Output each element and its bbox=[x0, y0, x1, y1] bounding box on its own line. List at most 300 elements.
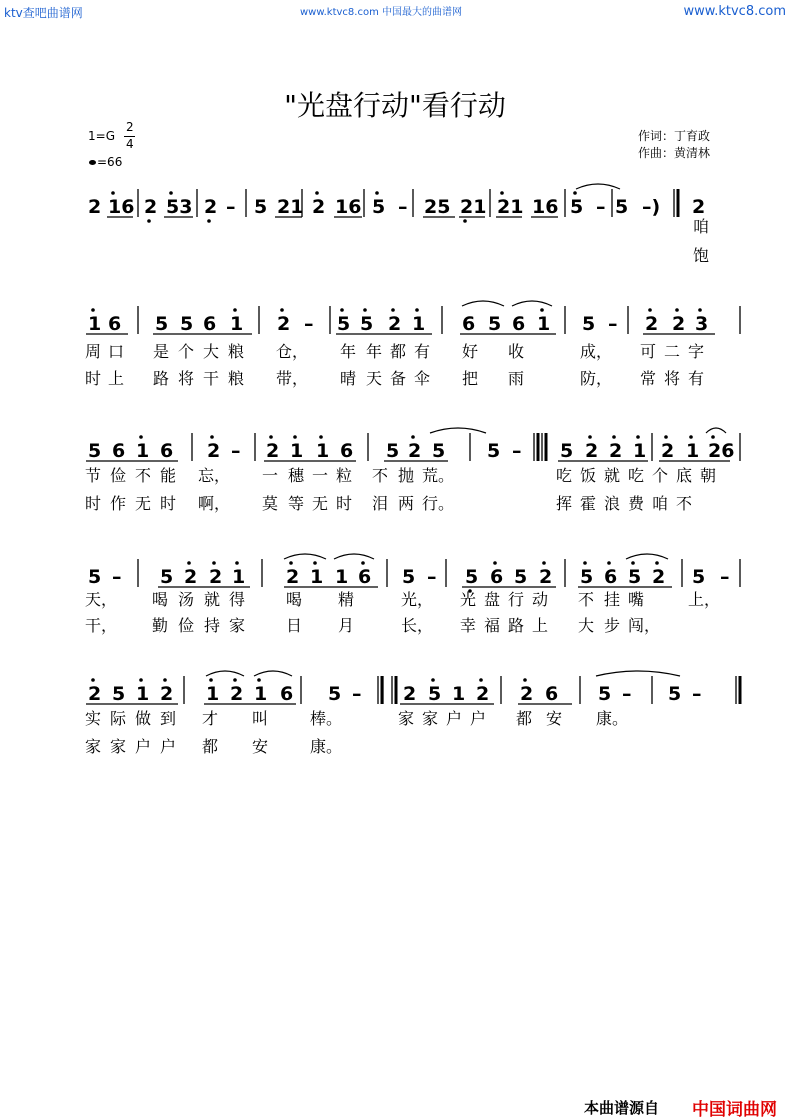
lyric-verse2-5-4: 户 bbox=[160, 737, 177, 756]
lyric-verse2-2-10: 备 bbox=[390, 369, 407, 388]
note-2-19: 2 bbox=[645, 313, 659, 335]
note-4-7: 2 bbox=[286, 566, 300, 588]
note-3-6: – bbox=[231, 440, 241, 462]
high-dot bbox=[636, 435, 640, 439]
tempo-marking: =66 bbox=[97, 155, 123, 169]
note-3-22: 26 bbox=[708, 440, 735, 462]
high-dot bbox=[340, 308, 344, 312]
high-dot bbox=[91, 308, 95, 312]
lyric-verse2-4-3: 俭 bbox=[178, 616, 195, 635]
lyric-verse1-3-18: 底 bbox=[676, 466, 693, 485]
lyric-verse1-3-14: 饭 bbox=[580, 466, 597, 485]
note-5-1: 2 bbox=[88, 683, 102, 705]
lyric-verse2-4-1: 干， bbox=[85, 616, 118, 635]
note-1-18: – bbox=[596, 196, 606, 218]
note-4-4: 2 bbox=[184, 566, 198, 588]
high-dot bbox=[257, 678, 261, 682]
lyric-verse1-4-3: 汤 bbox=[178, 590, 195, 609]
high-dot bbox=[210, 435, 214, 439]
note-5-2: 5 bbox=[112, 683, 126, 705]
note-4-13: 5 bbox=[465, 566, 479, 588]
note-3-19: 1 bbox=[633, 440, 647, 462]
note-2-15: 6 bbox=[512, 313, 526, 335]
lyric-verse1-3-10: 不 bbox=[372, 466, 389, 485]
high-dot bbox=[313, 561, 317, 565]
slur bbox=[254, 671, 292, 676]
lyric-verse1-4-5: 得 bbox=[229, 590, 246, 609]
lyric-verse1-2-4: 个 bbox=[178, 342, 195, 361]
high-dot bbox=[523, 678, 527, 682]
high-dot bbox=[187, 561, 191, 565]
note-5-8: 6 bbox=[280, 683, 294, 705]
high-dot bbox=[280, 308, 284, 312]
lyric-verse1-2-16: 二 bbox=[664, 342, 681, 361]
note-2-14: 5 bbox=[488, 313, 502, 335]
high-dot bbox=[664, 435, 668, 439]
lyric-verse1-2-1: 周 bbox=[85, 342, 102, 361]
note-5-13: 1 bbox=[452, 683, 466, 705]
header-center-site[interactable]: www.ktvc8.com 中国最大的曲谱网 bbox=[300, 7, 463, 18]
key-signature: 1=G bbox=[88, 129, 115, 143]
lyric-verse1-5-7: 棒。 bbox=[310, 709, 343, 728]
header-left-site[interactable]: ktv查吧曲谱网 bbox=[4, 6, 83, 20]
lyric-verse2-3-4: 时 bbox=[160, 494, 177, 513]
note-1-21: 2 bbox=[692, 196, 706, 218]
lyric-verse2-4-14: 步 bbox=[604, 616, 621, 635]
lyric-verse1-5-14: 康。 bbox=[596, 709, 629, 728]
low-dot bbox=[463, 219, 467, 223]
lyric-verse1-2-10: 都 bbox=[390, 342, 407, 361]
note-2-12: 1 bbox=[412, 313, 426, 335]
high-dot bbox=[655, 561, 659, 565]
high-dot bbox=[169, 191, 173, 195]
lyric-verse2-2-4: 将 bbox=[178, 369, 195, 388]
footer-source-label: 本曲谱源自 bbox=[584, 1099, 660, 1117]
note-3-3: 1 bbox=[136, 440, 150, 462]
lyric-verse1-2-12: 好 bbox=[462, 342, 479, 361]
lyric-verse2-3-18: 不 bbox=[676, 494, 693, 513]
high-dot bbox=[139, 435, 143, 439]
lyric-verse2-4-10: 福 bbox=[484, 616, 501, 635]
note-3-12: 2 bbox=[408, 440, 422, 462]
lyric-verse2-5-7: 康。 bbox=[310, 737, 343, 756]
note-1-8: 21 bbox=[277, 196, 304, 218]
slur bbox=[284, 554, 326, 559]
high-dot bbox=[675, 308, 679, 312]
note-2-11: 2 bbox=[388, 313, 402, 335]
lyric-verse2-5-3: 户 bbox=[135, 737, 152, 756]
high-dot bbox=[607, 561, 611, 565]
song-title: "光盘行动"看行动 bbox=[284, 89, 506, 122]
lyric-verse1-4-7: 精 bbox=[338, 590, 355, 609]
lyric-verse1-1-1: 咱 bbox=[693, 217, 710, 236]
note-1-9: 2 bbox=[312, 196, 326, 218]
high-dot bbox=[289, 561, 293, 565]
note-2-8: – bbox=[304, 313, 314, 335]
lyric-verse2-5-5: 都 bbox=[202, 737, 219, 756]
lyric-verse2-4-15: 闯， bbox=[628, 616, 661, 635]
lyric-verse1-5-4: 到 bbox=[160, 709, 177, 728]
high-dot bbox=[493, 561, 497, 565]
high-dot bbox=[212, 561, 216, 565]
lyric-verse2-1-1: 饱 bbox=[693, 246, 710, 265]
note-1-7: 5 bbox=[254, 196, 268, 218]
note-2-3: 5 bbox=[155, 313, 169, 335]
lyric-verse2-3-11: 两 bbox=[398, 494, 415, 513]
note-3-20: 2 bbox=[661, 440, 675, 462]
note-3-21: 1 bbox=[686, 440, 700, 462]
note-1-6: – bbox=[226, 196, 236, 218]
note-3-9: 1 bbox=[316, 440, 330, 462]
note-5-18: – bbox=[622, 683, 632, 705]
lyric-verse2-2-13: 雨 bbox=[508, 369, 525, 388]
low-dot bbox=[207, 219, 211, 223]
lyric-verse1-2-5: 大 bbox=[203, 342, 220, 361]
note-2-21: 3 bbox=[695, 313, 709, 335]
slur bbox=[706, 428, 726, 433]
note-1-17: 5 bbox=[570, 196, 584, 218]
high-dot bbox=[631, 561, 635, 565]
footer-source-site[interactable]: 中国词曲网 bbox=[692, 1100, 777, 1120]
note-5-17: 5 bbox=[598, 683, 612, 705]
note-2-6: 1 bbox=[230, 313, 244, 335]
lyric-verse1-5-5: 才 bbox=[202, 709, 219, 728]
lyric-verse1-3-15: 就 bbox=[604, 466, 621, 485]
lyric-verse2-3-9: 时 bbox=[336, 494, 353, 513]
lyric-verse2-3-13: 挥 bbox=[556, 494, 573, 513]
high-dot bbox=[479, 678, 483, 682]
high-dot bbox=[361, 561, 365, 565]
note-5-10: – bbox=[352, 683, 362, 705]
note-1-4: 53 bbox=[166, 196, 193, 218]
note-1-15: 21 bbox=[497, 196, 524, 218]
time-signature-bottom: 4 bbox=[126, 137, 134, 151]
slur bbox=[430, 428, 486, 433]
note-5-3: 1 bbox=[136, 683, 150, 705]
lyric-verse2-2-14: 防， bbox=[580, 369, 613, 388]
note-2-2: 6 bbox=[108, 313, 122, 335]
lyric-verse2-4-2: 勤 bbox=[152, 616, 169, 635]
lyric-verse1-3-16: 吃 bbox=[628, 466, 645, 485]
lyric-verse2-4-8: 长， bbox=[401, 616, 434, 635]
high-dot bbox=[163, 678, 167, 682]
high-dot bbox=[612, 435, 616, 439]
lyric-verse2-2-5: 干 bbox=[203, 369, 220, 388]
note-4-10: 6 bbox=[358, 566, 372, 588]
lyric-verse1-5-13: 安 bbox=[546, 709, 563, 728]
lyric-verse1-3-3: 不 bbox=[135, 466, 152, 485]
high-dot bbox=[233, 308, 237, 312]
note-5-7: 1 bbox=[254, 683, 268, 705]
note-3-18: 2 bbox=[609, 440, 623, 462]
high-dot bbox=[391, 308, 395, 312]
lyric-verse2-2-6: 粮 bbox=[228, 369, 245, 388]
note-1-14: 21 bbox=[460, 196, 487, 218]
lyric-verse1-2-14: 成， bbox=[580, 342, 613, 361]
lyric-verse1-3-4: 能 bbox=[160, 466, 177, 485]
lyric-verse2-2-2: 上 bbox=[108, 369, 125, 388]
high-dot bbox=[315, 191, 319, 195]
lyric-verse1-5-10: 户 bbox=[446, 709, 463, 728]
note-1-5: 2 bbox=[204, 196, 218, 218]
lyric-verse1-4-15: 嘴 bbox=[628, 590, 645, 609]
lyric-verse1-3-11: 抛 bbox=[398, 466, 415, 485]
note-4-22: – bbox=[720, 566, 730, 588]
slur bbox=[596, 671, 680, 676]
lyric-verse1-3-12: 荒。 bbox=[422, 466, 455, 485]
lyric-verse1-4-8: 光， bbox=[401, 590, 434, 609]
lyric-verse2-5-1: 家 bbox=[85, 737, 102, 756]
lyric-verse2-2-3: 路 bbox=[153, 369, 170, 388]
note-1-11: 5 bbox=[372, 196, 386, 218]
note-1-1: 2 bbox=[88, 196, 102, 218]
lyric-verse1-5-8: 家 bbox=[398, 709, 415, 728]
lyric-verse2-4-4: 持 bbox=[204, 616, 221, 635]
note-4-2: – bbox=[112, 566, 122, 588]
lyric-verse1-3-9: 粒 bbox=[336, 466, 353, 485]
lyric-verse1-2-11: 有 bbox=[414, 342, 431, 361]
lyric-verse1-2-9: 年 bbox=[366, 342, 383, 361]
note-4-9: 1 bbox=[335, 566, 349, 588]
lyric-verse2-2-7: 带， bbox=[276, 369, 309, 388]
note-5-14: 2 bbox=[476, 683, 490, 705]
lyric-verse1-4-9: 光 bbox=[460, 590, 477, 609]
note-3-10: 6 bbox=[340, 440, 354, 462]
lyric-verse1-2-17: 字 bbox=[688, 342, 705, 361]
note-5-5: 1 bbox=[206, 683, 220, 705]
note-5-11: 2 bbox=[403, 683, 417, 705]
lyric-verse1-5-12: 都 bbox=[516, 709, 533, 728]
high-dot bbox=[411, 435, 415, 439]
note-2-13: 6 bbox=[462, 313, 476, 335]
lyricist-credit: 作词：丁育政 bbox=[638, 129, 711, 143]
high-dot bbox=[319, 435, 323, 439]
slur bbox=[462, 301, 504, 306]
note-3-5: 2 bbox=[207, 440, 221, 462]
note-4-16: 2 bbox=[539, 566, 553, 588]
lyric-verse2-3-8: 无 bbox=[312, 494, 329, 513]
note-4-15: 5 bbox=[514, 566, 528, 588]
lyric-verse1-4-14: 挂 bbox=[604, 590, 621, 609]
time-signature-top: 2 bbox=[126, 120, 134, 134]
lyric-verse2-4-5: 家 bbox=[229, 616, 246, 635]
lyric-verse1-3-2: 俭 bbox=[110, 466, 127, 485]
note-2-16: 1 bbox=[537, 313, 551, 335]
note-4-8: 1 bbox=[310, 566, 324, 588]
high-dot bbox=[500, 191, 504, 195]
lyric-verse2-3-12: 行。 bbox=[422, 494, 455, 513]
lyric-verse1-2-13: 收 bbox=[508, 342, 525, 361]
note-2-5: 6 bbox=[203, 313, 217, 335]
high-dot bbox=[363, 308, 367, 312]
lyric-verse1-3-17: 个 bbox=[652, 466, 669, 485]
high-dot bbox=[209, 678, 213, 682]
lyric-verse2-2-8: 晴 bbox=[340, 369, 357, 388]
high-dot bbox=[648, 308, 652, 312]
lyric-verse1-4-12: 动 bbox=[532, 590, 549, 609]
note-1-3: 2 bbox=[144, 196, 158, 218]
lyric-verse1-2-2: 口 bbox=[108, 342, 125, 361]
note-3-8: 1 bbox=[290, 440, 304, 462]
note-3-14: 5 bbox=[487, 440, 501, 462]
lyric-verse1-3-7: 穗 bbox=[288, 466, 305, 485]
note-4-18: 6 bbox=[604, 566, 618, 588]
lyric-verse1-3-13: 吃 bbox=[556, 466, 573, 485]
note-2-4: 5 bbox=[180, 313, 194, 335]
lyric-verse2-2-1: 时 bbox=[85, 369, 102, 388]
note-4-6: 1 bbox=[232, 566, 246, 588]
lyric-verse1-2-8: 年 bbox=[340, 342, 357, 361]
high-dot bbox=[293, 435, 297, 439]
lyric-verse2-2-11: 伞 bbox=[414, 369, 431, 388]
lyric-verse2-2-17: 有 bbox=[688, 369, 705, 388]
high-dot bbox=[573, 191, 577, 195]
lyric-verse1-5-11: 户 bbox=[470, 709, 487, 728]
note-5-4: 2 bbox=[160, 683, 174, 705]
lyric-verse2-3-5: 啊， bbox=[198, 494, 231, 513]
low-dot bbox=[147, 219, 151, 223]
note-2-9: 5 bbox=[337, 313, 351, 335]
high-dot bbox=[233, 678, 237, 682]
note-5-12: 5 bbox=[428, 683, 442, 705]
lyric-verse2-2-9: 天 bbox=[366, 369, 383, 388]
lyric-verse2-4-7: 月 bbox=[338, 616, 355, 635]
slur bbox=[626, 554, 668, 559]
lyric-verse1-5-9: 家 bbox=[422, 709, 439, 728]
lyric-verse2-3-6: 莫 bbox=[262, 494, 279, 513]
note-1-10: 16 bbox=[335, 196, 362, 218]
high-dot bbox=[139, 678, 143, 682]
lyric-verse1-3-1: 节 bbox=[85, 466, 102, 485]
note-5-20: – bbox=[692, 683, 702, 705]
lyric-verse1-5-2: 际 bbox=[110, 709, 127, 728]
note-3-13: 5 bbox=[432, 440, 446, 462]
lyric-verse2-5-6: 安 bbox=[252, 737, 269, 756]
lyric-verse1-5-1: 实 bbox=[85, 709, 102, 728]
note-1-2: 16 bbox=[108, 196, 135, 218]
composer-credit: 作曲：黄清林 bbox=[638, 146, 711, 160]
note-1-20: –) bbox=[642, 196, 661, 218]
lyrics bbox=[85, 217, 720, 756]
lyric-verse1-5-3: 做 bbox=[135, 709, 152, 728]
lyric-verse2-3-1: 时 bbox=[85, 494, 102, 513]
lyric-verse2-4-9: 幸 bbox=[460, 616, 477, 635]
note-3-16: 5 bbox=[560, 440, 574, 462]
note-2-18: – bbox=[608, 313, 618, 335]
lyric-verse2-4-13: 大 bbox=[578, 616, 595, 635]
lyric-verse1-2-3: 是 bbox=[153, 342, 170, 361]
lyric-verse1-3-6: 一 bbox=[262, 466, 279, 485]
note-4-14: 6 bbox=[490, 566, 504, 588]
note-1-12: – bbox=[398, 196, 408, 218]
note-4-3: 5 bbox=[160, 566, 174, 588]
lyric-verse1-4-11: 行 bbox=[508, 590, 525, 609]
high-dot bbox=[588, 435, 592, 439]
lyric-verse2-3-10: 泪 bbox=[372, 494, 389, 513]
note-5-16: 6 bbox=[545, 683, 559, 705]
lyric-verse2-3-16: 费 bbox=[628, 494, 645, 513]
lyric-verse1-2-15: 可 bbox=[640, 342, 657, 361]
lyric-verse1-3-5: 忘， bbox=[198, 466, 231, 485]
note-3-11: 5 bbox=[386, 440, 400, 462]
lyric-verse2-3-7: 等 bbox=[288, 494, 305, 513]
high-dot bbox=[583, 561, 587, 565]
note-3-7: 2 bbox=[266, 440, 280, 462]
note-3-2: 6 bbox=[112, 440, 126, 462]
lyric-verse1-3-19: 朝 bbox=[700, 466, 717, 485]
lyric-verse2-4-6: 日 bbox=[286, 616, 303, 635]
slur bbox=[512, 301, 552, 306]
note-5-19: 5 bbox=[668, 683, 682, 705]
high-dot bbox=[542, 561, 546, 565]
lyric-verse1-2-7: 仓， bbox=[276, 342, 309, 361]
lyric-verse1-4-16: 上， bbox=[688, 590, 721, 609]
note-3-1: 5 bbox=[88, 440, 102, 462]
note-2-10: 5 bbox=[360, 313, 374, 335]
high-dot bbox=[689, 435, 693, 439]
lyric-verse2-3-3: 无 bbox=[135, 494, 152, 513]
high-dot bbox=[111, 191, 115, 195]
lyric-verse1-2-6: 粮 bbox=[228, 342, 245, 361]
lyric-verse2-5-2: 家 bbox=[110, 737, 127, 756]
high-dot bbox=[235, 561, 239, 565]
lyric-verse2-2-15: 常 bbox=[640, 369, 657, 388]
high-dot bbox=[91, 678, 95, 682]
lyric-verse1-5-6: 叫 bbox=[252, 709, 269, 728]
lyric-verse2-3-14: 霍 bbox=[580, 494, 597, 513]
note-1-19: 5 bbox=[615, 196, 629, 218]
note-2-17: 5 bbox=[582, 313, 596, 335]
note-3-15: – bbox=[512, 440, 522, 462]
lyric-verse2-4-12: 上 bbox=[532, 616, 549, 635]
lyric-verse1-4-10: 盘 bbox=[484, 590, 501, 609]
lyric-verse2-2-12: 把 bbox=[462, 369, 479, 388]
high-dot bbox=[415, 308, 419, 312]
note-3-17: 2 bbox=[585, 440, 599, 462]
lyric-verse1-3-8: 一 bbox=[312, 466, 329, 485]
high-dot bbox=[269, 435, 273, 439]
lyric-verse2-3-17: 咱 bbox=[652, 494, 669, 513]
note-4-19: 5 bbox=[628, 566, 642, 588]
high-dot bbox=[698, 308, 702, 312]
note-4-11: 5 bbox=[402, 566, 416, 588]
slur bbox=[576, 184, 620, 189]
lyric-verse1-4-6: 喝 bbox=[286, 590, 303, 609]
note-4-21: 5 bbox=[692, 566, 706, 588]
high-dot bbox=[711, 435, 715, 439]
note-1-13: 25 bbox=[424, 196, 451, 218]
lyric-verse1-4-4: 就 bbox=[204, 590, 221, 609]
note-4-1: 5 bbox=[88, 566, 102, 588]
note-5-9: 5 bbox=[328, 683, 342, 705]
header-right-site[interactable]: www.ktvc8.com bbox=[683, 4, 786, 19]
slur bbox=[206, 671, 244, 676]
high-dot bbox=[431, 678, 435, 682]
lyric-verse2-2-16: 将 bbox=[664, 369, 681, 388]
note-4-17: 5 bbox=[580, 566, 594, 588]
lyric-verse2-4-11: 路 bbox=[508, 616, 525, 635]
lyric-verse2-3-15: 浪 bbox=[604, 494, 621, 513]
high-dot bbox=[375, 191, 379, 195]
note-2-20: 2 bbox=[672, 313, 686, 335]
lyric-verse2-3-2: 作 bbox=[110, 494, 127, 513]
note-1-16: 16 bbox=[532, 196, 559, 218]
note-4-5: 2 bbox=[209, 566, 223, 588]
lyric-verse1-4-2: 喝 bbox=[152, 590, 169, 609]
note-3-4: 6 bbox=[160, 440, 174, 462]
note-5-15: 2 bbox=[520, 683, 534, 705]
note-2-7: 2 bbox=[277, 313, 291, 335]
